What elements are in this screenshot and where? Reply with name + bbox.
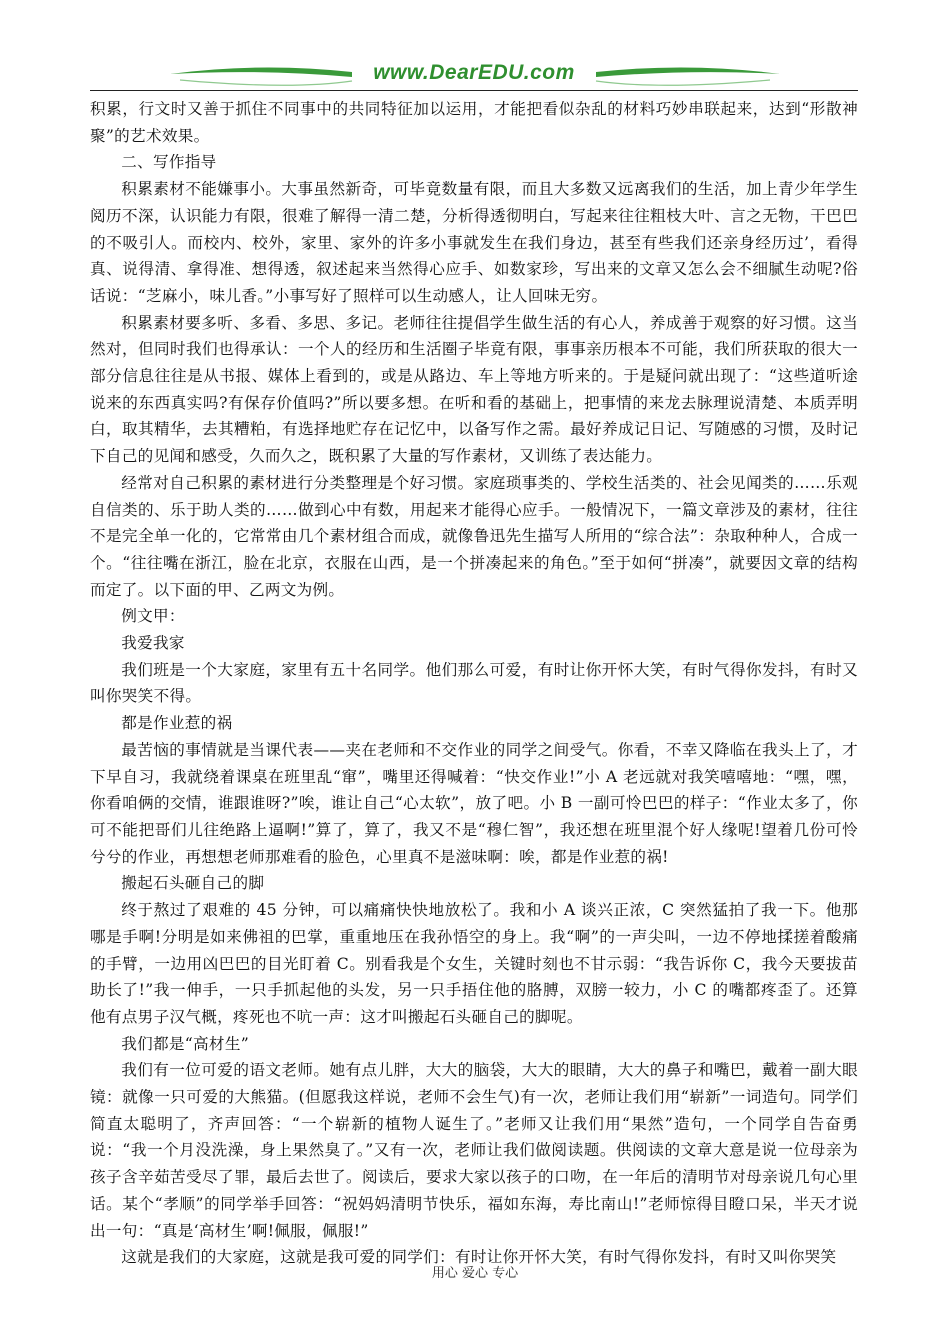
site-header xyxy=(90,60,858,90)
paragraph: 例文甲： xyxy=(121,607,185,626)
paragraph: 经常对自己积累的素材进行分类整理是个好习惯。家庭琐事类的、学校生活类的、社会见闻类的……乐观自信类的、乐于助人类的……做到心中有数，用起来才能得心应手。一般情况下，一篇文章涉及的素材，往往不是完全单一化的，它常常由几个素材组合而成，就像鲁迅先生描写人所用的“综合法”：杂取种种人，合成一个。“往往嘴在浙江，脸在北京，衣服在山西，是一个拼凑起来的角色。”至于如何“拼凑”，就要因文章的结构而定了。以下面的甲、乙两文为例。 xyxy=(90,473,858,599)
paragraph: 终于熬过了艰难的 45 分钟，可以痛痛快快地放松了。我和小 A 谈兴正浓，C 突然猛拍了我一下。他那哪是手啊!分明是如来佛祖的巴掌，重重地压在我孙悟空的身上。我“啊”的一声尖叫，一边不停地揉搓着酸痛的手臂，一边用凶巴巴的目光盯着 C。别看我是个女生，关键时刻也不甘示弱：“我告诉你 C，我今天要拔苗助长了!”我一伸手，一只手抓起他的头发，另一只手捂住他的胳膊，双膀一较力，小 C 的嘴都疼歪了。还算他有点男子汉气概，疼死也不吭一声：这才叫搬起石头砸自己的脚呢。 xyxy=(90,901,858,1026)
paragraph: 积累素材要多听、多看、多思、多记。老师往往提倡学生做生活的有心人，养成善于观察的好习惯。这当然对，但同时我们也得承认：一个人的经历和生活圈子毕竟有限，事事亲历根本不可能，我们所获取的很大一部分信息往往是从书报、媒体上看到的，或是从路边、车上等地方听来的。于是疑问就出现了：“这些道听途说来的东西真实吗?有保存价值吗?”所以要多想。在听和看的基础上，把事情的来龙去脉理说清楚、本质弄明白，取其精华，去其糟粕，有选择地贮存在记忆中，以备写作之需。最好养成记日记、写随感的习惯，及时记下自己的见闻和感受，久而久之，既积累了大量的写作素材，又训练了表达能力。 xyxy=(90,313,858,466)
paragraph: 积累素材不能嫌事小。大事虽然新奇，可毕竟数量有限，而且大多数又远离我们的生活，加上青少年学生阅历不深，认识能力有限，很难了解得一清二楚，分析得透彻明白，写起来往往粗枝大叶、言之无物，干巴巴的不吸引人。而校内、校外，家里、家外的许多小事就发生在我们身边，甚至有些我们还亲身经历过’，看得真、说得清、拿得准、想得透，叙述起来当然得心应手、如数家珍，写出来的文章又怎么会不细腻生动呢?俗话说：“芝麻小，味儿香。”小事写好了照样可以生动感人，让人回味无穷。 xyxy=(90,180,858,305)
paragraph: 这就是我们的大家庭，这就是我可爱的同学们：有时让你开怀大笑，有时气得你发抖，有时又叫你哭笑 xyxy=(121,1248,837,1267)
site-logo[interactable]: www.DearEDU.com xyxy=(373,61,575,84)
paragraph: 二、写作指导 xyxy=(121,153,217,172)
paragraph: 都是作业惹的祸 xyxy=(121,714,233,733)
paragraph: 我们班是一个大家庭，家里有五十名同学。他们那么可爱，有时让你开怀大笑，有时气得你发抖，有时又叫你哭笑不得。 xyxy=(90,660,858,706)
article-body xyxy=(90,96,858,1271)
paragraph: 积累，行文时又善于抓住不同事中的共同特征加以运用，才能把看似杂乱的材料巧妙串联起来，达到“形散神聚”的艺术效果。 xyxy=(90,100,858,145)
header-rule xyxy=(90,90,858,91)
paragraph: 我们都是“高材生” xyxy=(121,1034,249,1053)
paragraph: 最苦恼的事情就是当课代表——夹在老师和不交作业的同学之间受气。你看，不幸又降临在我头上了，才下早自习，我就绕着课桌在班里乱“窜”，嘴里还得喊着：“快交作业!”小 A 老远就对我笑嘻嘻地：“嘿，嘿，你看咱俩的交情，谁跟谁呀?”唉，谁让自己“心太软”，放了吧。小 B 一副可怜巴巴的样子：“作业太多了，你可不能把哥们儿往绝路上逼啊!”算了，算了，我又不是“穆仁智”，我还想在班里混个好人缘呢!望着几份可怜兮兮的作业，再想想老师那难看的脸色，心里真不是滋味啊：唉，都是作业惹的祸! xyxy=(90,740,858,866)
paragraph: 我爱我家 xyxy=(121,634,185,653)
page-footer: 用心 爱心 专心 xyxy=(431,1266,519,1281)
paragraph: 我们有一位可爱的语文老师。她有点儿胖，大大的脑袋，大大的眼睛，大大的鼻子和嘴巴，戴着一副大眼镜：就像一只可爱的大熊猫。(但愿我这样说，老师不会生气)有一次，老师让我们用“崭新”一词造句。同学们简直太聪明了，齐声回答：“一个崭新的植物人诞生了。”老师又让我们用“果然”造句，一个同学自告奋勇说：“我一个月没洗澡，身上果然臭了。”又有一次，老师让我们做阅读题。供阅读的文章大意是说一位母亲为孩子含辛茹苦受尽了罪，最后去世了。阅读后，要求大家以孩子的口吻，在一年后的清明节对母亲说几句心里话。某个“孝顺”的同学举手回答：“祝妈妈清明节快乐，福如东海，寿比南山!”老师惊得目瞪口呆，半天才说出一句：“真是‘高材生’啊!佩服，佩服!” xyxy=(90,1061,858,1240)
paragraph: 搬起石头砸自己的脚 xyxy=(121,874,265,893)
